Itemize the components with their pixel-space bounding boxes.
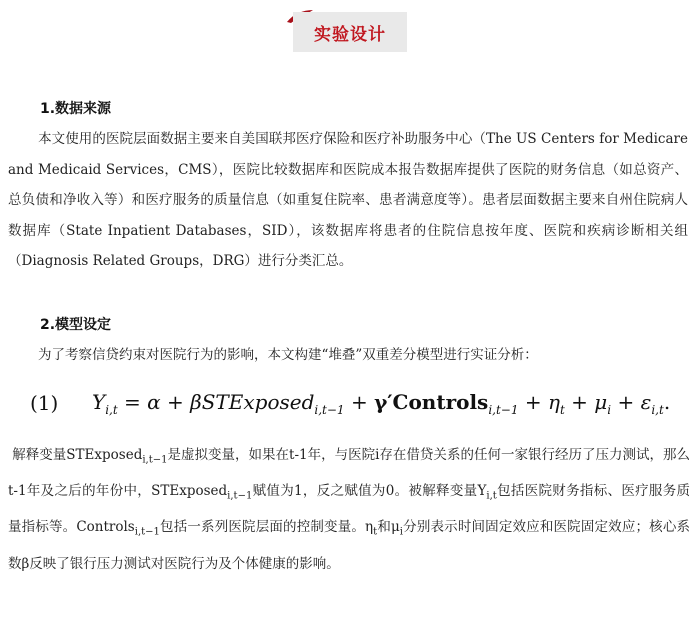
expl-text-2: 是虚拟变量，如果在t-1年，与医院i存在借贷关系的任何一家银行经历了压力测试，那么t-1年及之后的年份中，STExposed	[8, 447, 690, 500]
expl-text-7: 分别表示时间固定效应和医院固定效应；核心系数β反映了银行压力测试对医院行为及个体健康的影响。	[8, 519, 691, 572]
expl-text-4: 包括医院财务指标、医疗服务质量指标等。Controls	[8, 483, 691, 536]
data-source-paragraph	[8, 124, 688, 277]
equation-body: $Y_{i,t} = \alpha$ + βSTExposed$_{i,t-1}$ + γ′Controls$_{i,t-1}$ + $\eta_t + \mu_i + \varepsilon_{i,t}$.	[92, 389, 671, 417]
variable-explanation-paragraph	[8, 440, 690, 579]
model-equation	[30, 385, 690, 421]
expl-sub-2: i,t−1	[227, 490, 253, 502]
expl-sub-5: t	[373, 527, 378, 539]
expl-text-1: 解释变量STExposed	[12, 447, 143, 463]
section-heading-data-source: 1.数据来源	[40, 101, 112, 117]
data-source-text: 本文使用的医院层面数据主要来自美国联邦医疗保险和医疗补助服务中心（The US Centers for Medicare and Medicaid Services，CMS），医院比较数据库和医院成本报告数据库提供了医院的财务信息（如总资产、总负债和净收入等）和医疗服务的质量信息（如重复住院率、患者满意度等）。患者层面数据主要来自州住院病人数据库（State Inpatient Databases，SID），该数据库将患者的住院信息按年度、医院和疾病诊断相关组（Diagnosis Related Groups，DRG）进行分类汇总。	[8, 131, 688, 269]
page-title: 实验设计	[314, 24, 386, 45]
expl-text-3: 赋值为1，反之赋值为0。被解释变量Y	[252, 483, 487, 500]
section-title-box	[293, 12, 407, 52]
expl-sub-4: i,t−1	[134, 527, 160, 539]
model-intro-paragraph	[8, 340, 688, 371]
expl-sub-3: i,t	[486, 490, 497, 502]
section-heading-model: 2.模型设定	[40, 317, 112, 333]
expl-text-5: 包括一系列医院层面的控制变量。η	[159, 519, 374, 536]
expl-sub-6: i	[399, 527, 403, 539]
model-intro-text: 为了考察信贷约束对医院行为的影响，本文构建“堆叠”双重差分模型进行实证分析：	[38, 347, 538, 363]
equation-number: (1)	[30, 391, 59, 415]
expl-text-6: 和μ	[377, 519, 400, 536]
expl-sub-1: i,t−1	[142, 454, 168, 466]
